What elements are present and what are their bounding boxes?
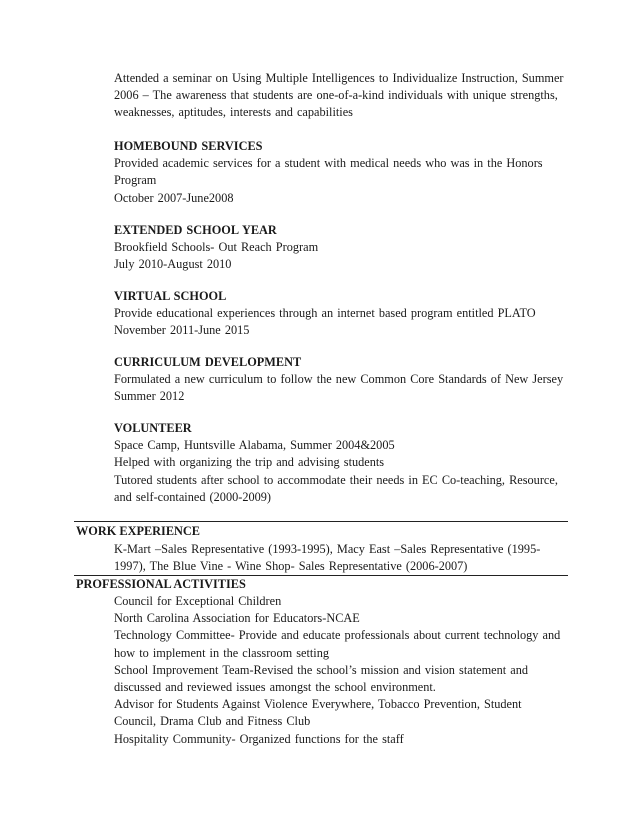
section-line: Technology Committee- Provide and educate professionals about current technology and — [114, 628, 561, 643]
section-line: and self-contained (2000-2009) — [114, 489, 272, 504]
professional-activities-heading: PROFESSIONAL ACTIVITIES — [76, 577, 246, 591]
section-line: Provided academic services for a student with medical needs who was in the Honors — [114, 156, 543, 171]
work-experience-heading: WORK EXPERIENCE — [76, 524, 201, 538]
section-line: Helped with organizing the trip and advising students — [114, 455, 385, 470]
section-line: discussed and reviewed issues amongst the school environment. — [114, 680, 436, 695]
section-line: Formulated a new curriculum to follow the new Common Core Standards of New Jersey — [114, 372, 564, 387]
section-heading: VIRTUAL SCHOOL — [114, 289, 227, 303]
virtual-school-section — [114, 288, 566, 340]
section-line: Council, Drama Club and Fitness Club — [114, 714, 311, 729]
section-line: North Carolina Association for Educators-NCAE — [114, 611, 360, 626]
section-line: 1997), The Blue Vine - Wine Shop- Sales Representative (2006-2007) — [114, 559, 468, 574]
extended-school-year-section — [114, 222, 566, 274]
seminar-line: Attended a seminar on Using Multiple Intelligences to Individualize Instruction, Summer — [114, 71, 564, 85]
section-line: Advisor for Students Against Violence Everywhere, Tobacco Prevention, Student — [114, 697, 522, 712]
section-line: July 2010-August 2010 — [114, 257, 232, 272]
section-line: School Improvement Team-Revised the school’s mission and vision statement and — [114, 662, 528, 677]
curriculum-development-section — [114, 354, 566, 406]
section-line: October 2007-June2008 — [114, 190, 234, 205]
seminar-line: 2006 – The awareness that students are one-of-a-kind individuals with unique strengths, — [114, 88, 558, 103]
section-heading: HOMEBOUND SERVICES — [114, 139, 263, 153]
section-line: K-Mart –Sales Representative (1993-1995), Macy East –Sales Representative (1995- — [114, 542, 541, 556]
section-line: Hospitality Community- Organized functions for the staff — [114, 731, 404, 746]
professional-activities-section — [114, 593, 566, 748]
section-heading: VOLUNTEER — [114, 421, 192, 435]
section-line: Program — [114, 173, 157, 188]
section-heading: CURRICULUM DEVELOPMENT — [114, 355, 302, 369]
section-line: Brookfield Schools- Out Reach Program — [114, 240, 319, 255]
section-line: how to implement in the classroom setting — [114, 645, 330, 660]
section-line: Summer 2012 — [114, 389, 185, 404]
work-experience-section — [114, 541, 566, 575]
volunteer-section — [114, 420, 566, 506]
section-line: Provide educational experiences through an internet based program entitled PLATO — [114, 306, 536, 321]
section-line: Space Camp, Huntsville Alabama, Summer 2004&2005 — [114, 438, 395, 453]
section-heading: EXTENDED SCHOOL YEAR — [114, 223, 277, 237]
section-line: Council for Exceptional Children — [114, 594, 282, 608]
seminar-line: weaknesses, aptitudes, interests and capabilities — [114, 105, 353, 120]
section-line: November 2011-June 2015 — [114, 323, 250, 338]
homebound-section — [114, 138, 566, 207]
section-divider — [74, 521, 568, 522]
seminar-block — [114, 70, 566, 122]
section-line: Tutored students after school to accommodate their needs in EC Co-teaching, Resource, — [114, 472, 558, 487]
